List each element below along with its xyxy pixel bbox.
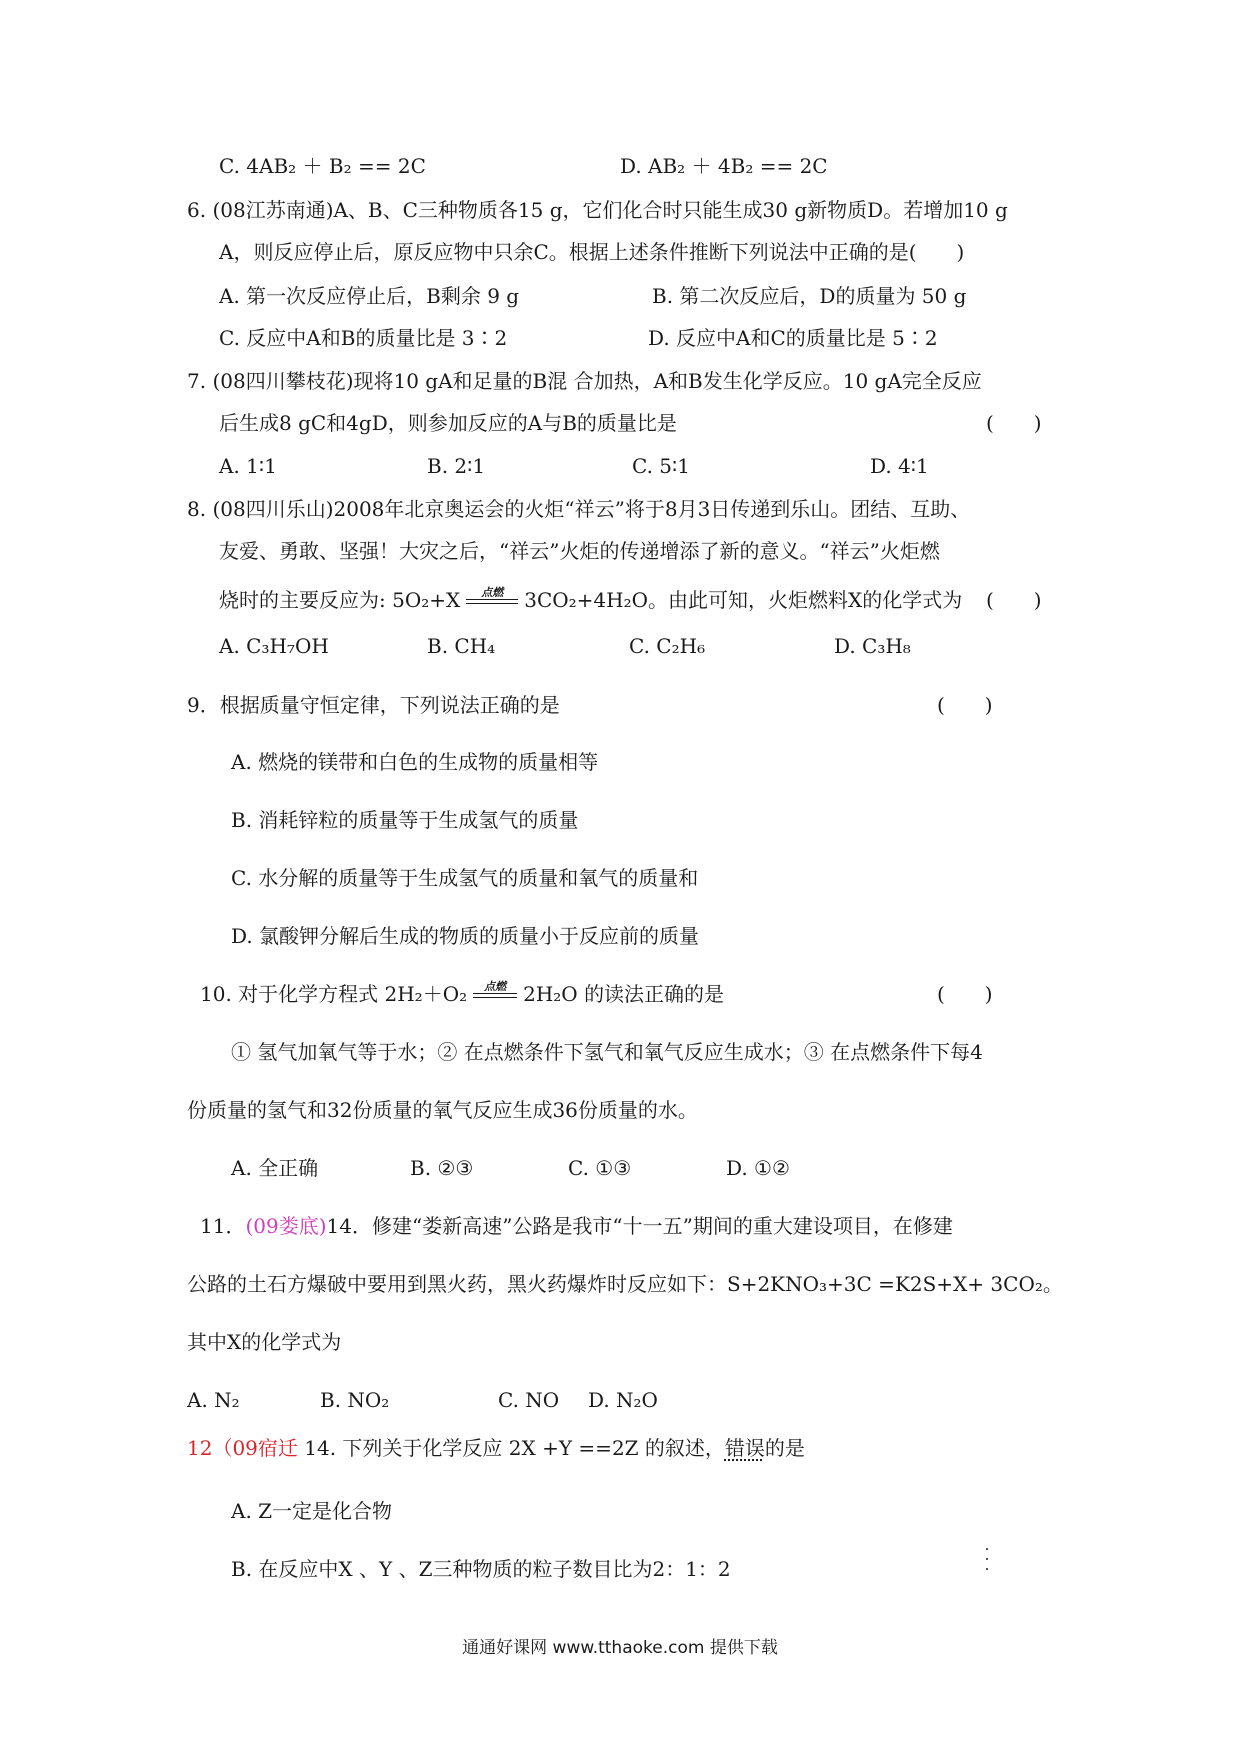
q11-stem-line3: 其中X的化学式为	[187, 1330, 342, 1354]
q6-option-b: B. 第二次反应后，D的质量为 50 g	[652, 284, 967, 308]
q11-option-d: D. N₂O	[588, 1388, 658, 1412]
q11-option-c: C. NO	[498, 1388, 560, 1412]
q8-reaction-condition: 点燃	[481, 586, 504, 599]
q10-statements-line2: 份质量的氢气和32份质量的氧气反应生成36份质量的水。	[187, 1098, 698, 1122]
q8-option-c: C. C₂H₆	[629, 634, 706, 658]
q10-answer-paren: ( )	[937, 982, 993, 1006]
q8-stem-line2: 友爱、勇敢、坚强！大灾之后，“祥云”火炬的传递增添了新的意义。“祥云”火炬燃	[219, 539, 940, 563]
q6-stem-line1: 6. (08江苏南通)A、B、C三种物质各15 g，它们化合时只能生成30 g新物质D。若增加10 g	[187, 198, 1008, 222]
q8-answer-paren: ( )	[986, 588, 1042, 612]
q10-option-d: D. ①②	[726, 1156, 790, 1180]
q10-stem	[200, 980, 724, 1008]
q9-answer-paren: ( )	[937, 693, 993, 717]
q7-stem-line2: 后生成8 gC和4gD，则参加反应的A与B的质量比是	[219, 411, 677, 435]
q9-option-a: A. 燃烧的镁带和白色的生成物的质量相等	[231, 750, 599, 774]
q11-stem-line1	[200, 1212, 953, 1240]
page-footer: 通通好课网 www.tthaoke.com 提供下载	[462, 1638, 778, 1658]
q6-option-a: A. 第一次反应停止后，B剩余 9 g	[219, 284, 520, 308]
q10-stem-post: 2H₂O 的读法正确的是	[523, 982, 725, 1006]
q8-option-a: A. C₃H₇OH	[219, 634, 329, 658]
q7-answer-paren: ( )	[986, 411, 1042, 435]
q9-option-d: D. 氯酸钾分解后生成的物质的质量小于反应前的质量	[231, 924, 700, 948]
q8-reactants: 烧时的主要反应为: 5O₂+X	[219, 588, 461, 612]
q5-option-c: C. 4AB₂ ＋ B₂ == 2C	[219, 154, 426, 178]
q7-option-a: A. 1∶1	[219, 454, 277, 478]
q10-option-a: A. 全正确	[231, 1156, 319, 1180]
q7-option-d: D. 4∶1	[870, 454, 929, 478]
q10-reaction-condition: 点燃	[484, 980, 507, 993]
q6-option-c: C. 反应中A和B的质量比是 3∶2	[219, 326, 508, 350]
q11-stem-line2: 公路的土石方爆破中要用到黑火药，黑火药爆炸时反应如下：S+2KNO₃+3C =K2S+X+ 3CO₂。	[187, 1272, 1063, 1296]
q8-option-b: B. CH₄	[427, 634, 496, 658]
q11-source-tag: (09娄底)	[245, 1214, 327, 1238]
q9-option-c: C. 水分解的质量等于生成氢气的质量和氧气的质量和	[231, 866, 699, 890]
q11-number: 11．	[200, 1214, 246, 1238]
equals-bar-icon	[466, 599, 518, 604]
q8-stem-line3	[219, 586, 962, 614]
q11-option-a: A. N₂	[187, 1388, 240, 1412]
q6-stem-line2: A，则反应停止后，原反应物中只余C。根据上述条件推断下列说法中正确的是( )	[219, 240, 965, 264]
q8-stem-line1: 8. (08四川乐山)2008年北京奥运会的火炬“祥云”将于8月3日传递到乐山。团结、互助、	[187, 497, 971, 521]
equals-bar-icon	[473, 993, 517, 998]
q7-option-c: C. 5∶1	[632, 454, 690, 478]
q10-reaction-arrow	[473, 981, 517, 998]
q11-stem-text: 14．修建“娄新高速”公路是我市“十一五”期间的重大建设项目，在修建	[326, 1214, 953, 1238]
q12-option-a: A. Z一定是化合物	[231, 1499, 393, 1523]
q12-stem-pre: 14. 下列关于化学反应 2X +Y ==2Z 的叙述，	[297, 1436, 725, 1460]
q10-option-c: C. ①③	[568, 1156, 632, 1180]
q12-source-tag: 12（09宿迁	[187, 1436, 298, 1460]
q12-option-b: B. 在反应中X 、Y 、Z三种物质的粒子数目比为2：1：2	[231, 1557, 731, 1581]
q7-option-b: B. 2∶1	[427, 454, 486, 478]
q5-option-d: D. AB₂ ＋ 4B₂ == 2C	[620, 154, 828, 178]
q7-stem-line1: 7. (08四川攀枝花)现将10 gA和足量的B混 合加热，A和B发生化学反应。10 gA完全反应	[187, 369, 982, 393]
q9-stem: 9．根据质量守恒定律，下列说法正确的是	[187, 693, 560, 717]
q12-stem	[187, 1434, 805, 1462]
q10-statements-line1: ① 氢气加氧气等于水；② 在点燃条件下氢气和氧气反应生成水；③ 在点燃条件下每4	[231, 1040, 983, 1064]
q10-option-b: B. ②③	[410, 1156, 474, 1180]
q8-option-d: D. C₃H₈	[834, 634, 911, 658]
margin-dots	[986, 1548, 990, 1578]
q6-option-d: D. 反应中A和C的质量比是 5∶2	[648, 326, 938, 350]
q12-stem-emphasis: 错误	[724, 1436, 765, 1460]
q8-reaction-arrow	[466, 587, 518, 604]
q11-option-b: B. NO₂	[320, 1388, 390, 1412]
q12-stem-post: 的是	[764, 1436, 805, 1460]
q9-option-b: B. 消耗锌粒的质量等于生成氢气的质量	[231, 808, 579, 832]
q10-stem-pre: 10. 对于化学方程式 2H₂＋O₂	[200, 982, 468, 1006]
q8-products: 3CO₂+4H₂O。由此可知，火炬燃料X的化学式为	[524, 588, 963, 612]
